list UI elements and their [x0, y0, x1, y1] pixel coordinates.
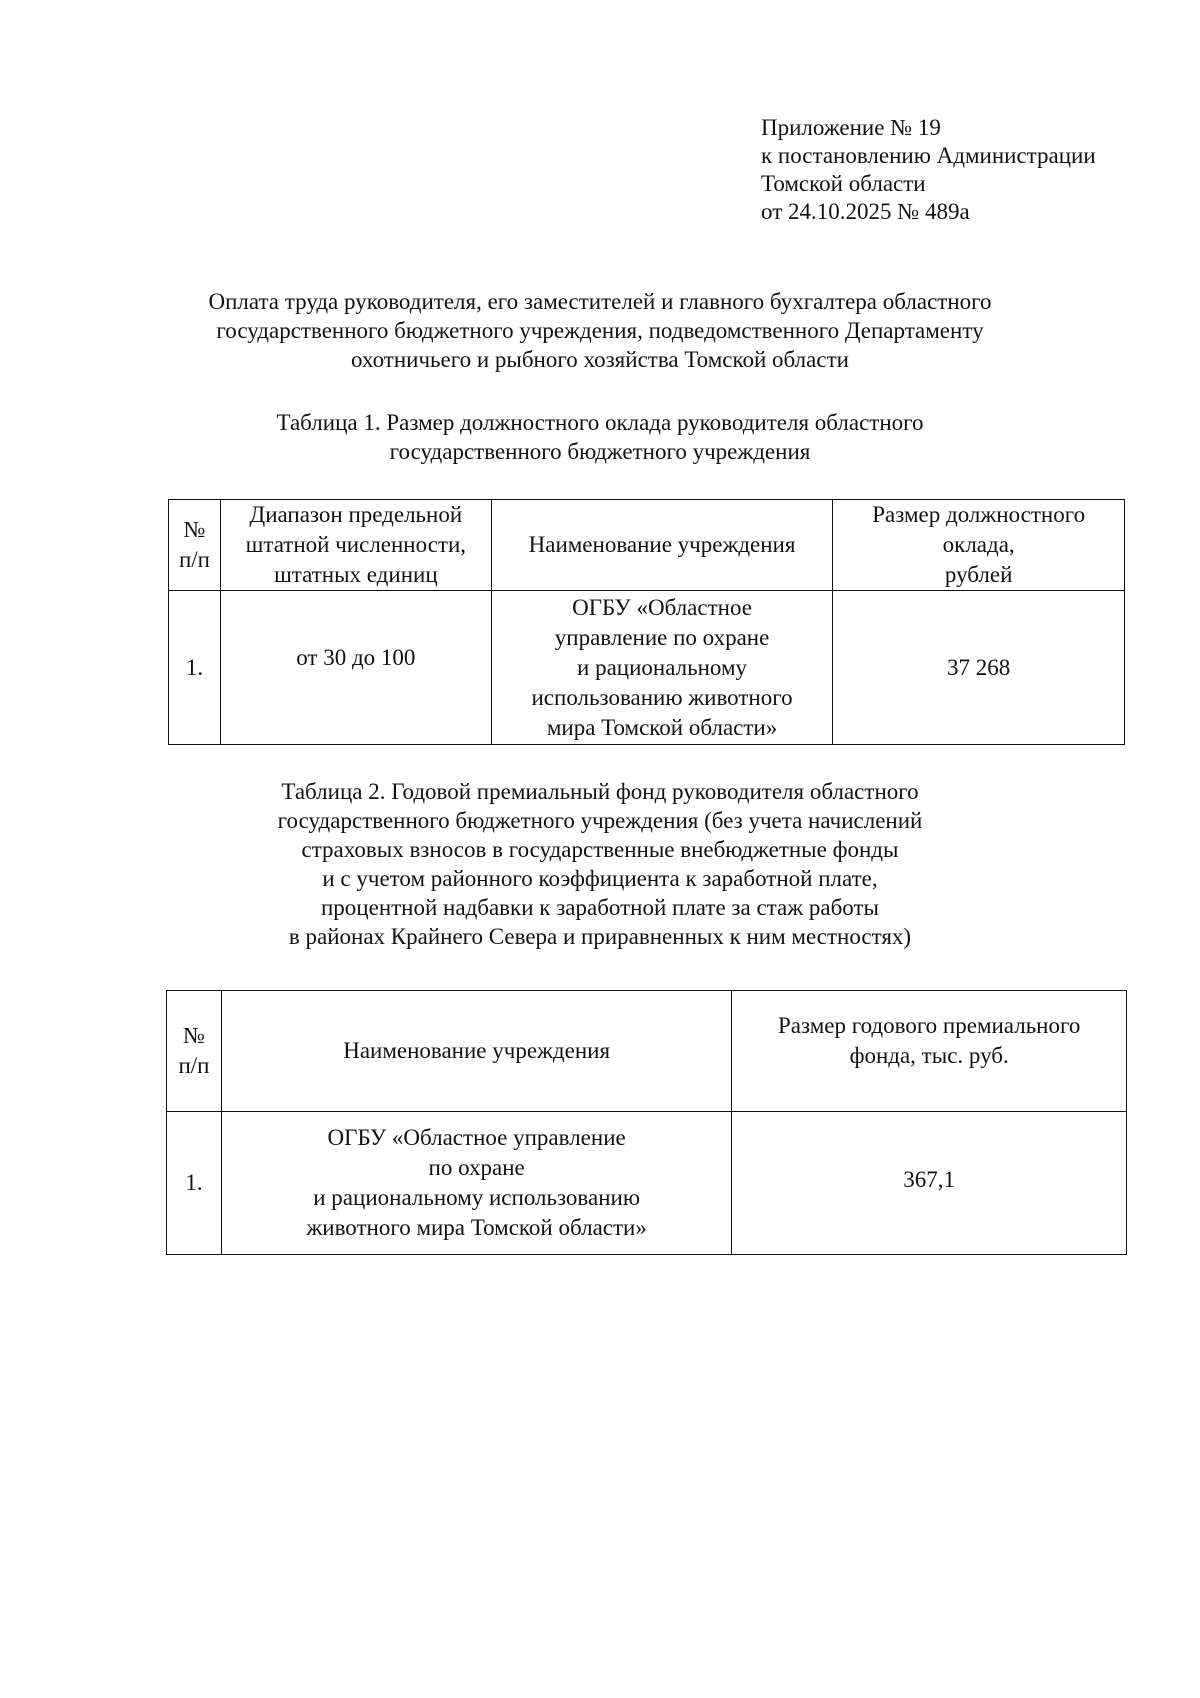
- header-fund-line: Размер годового премиального: [777, 1013, 1081, 1038]
- institution-line: мира Томской области»: [546, 714, 778, 740]
- institution-line: и рациональному: [577, 654, 748, 680]
- title-line: государственного бюджетного учреждения, подведомственного Департаменту: [216, 318, 984, 343]
- document-title: [150, 287, 1050, 374]
- header-institution: Наименование учреждения: [221, 991, 731, 1112]
- row-institution: [221, 1112, 731, 1255]
- institution-line: по охране: [428, 1155, 525, 1180]
- row-staff-range: [220, 591, 491, 745]
- row-institution: [491, 591, 833, 745]
- title-line: охотничьего и рыбного хозяйства Томской области: [351, 347, 849, 372]
- institution-line: управление по охране: [554, 624, 770, 650]
- header-salary-line: оклада,: [942, 532, 1015, 557]
- caption-line: и с учетом районного коэффициента к заработной плате,: [322, 866, 878, 891]
- institution-line: ОГБУ «Областное управление: [327, 1125, 626, 1150]
- header-salary-line: Размер должностного: [872, 502, 1086, 527]
- appendix-number: Приложение № 19: [761, 115, 941, 140]
- table-row: [167, 1112, 1127, 1255]
- table1-caption: [150, 408, 1050, 466]
- caption-line: в районах Крайнего Севера и приравненных к ним местностях): [288, 924, 912, 949]
- header-institution: Наименование учреждения: [491, 500, 833, 591]
- caption-line: страховых взносов в государственные внебюджетные фонды: [301, 837, 899, 862]
- header-range-line: Диапазон предельной: [249, 502, 463, 527]
- row-num: 1.: [167, 1112, 222, 1255]
- salary-table: [168, 499, 1125, 745]
- appendix-date: от 24.10.2025 № 489а: [761, 199, 970, 224]
- header-fund-line: фонда, тыс. руб.: [849, 1043, 1009, 1068]
- header-salary: [833, 500, 1125, 591]
- institution-line: животного мира Томской области»: [306, 1215, 647, 1240]
- table-header-row: [167, 991, 1127, 1112]
- row-fund-text: 367,1: [903, 1167, 956, 1192]
- title-line: Оплата труда руководителя, его заместителей и главного бухгалтера областного: [208, 289, 992, 314]
- institution-line: использованию животного: [531, 684, 793, 710]
- header-num: [169, 500, 221, 591]
- header-range-line: штатных единиц: [274, 562, 438, 587]
- caption-line: Таблица 2. Годовой премиальный фонд руководителя областного: [281, 779, 919, 804]
- appendix-resolution: к постановлению Администрации: [761, 143, 1096, 168]
- table2-caption: [150, 777, 1050, 951]
- caption-line: процентной надбавки к заработной плате за стаж работы: [321, 895, 879, 920]
- header-num-line: п/п: [178, 547, 210, 572]
- institution-line: и рациональному использованию: [313, 1185, 641, 1210]
- table-row: [169, 591, 1125, 745]
- header-num-line: п/п: [178, 1053, 210, 1078]
- header-range-line: штатной численности,: [245, 532, 467, 557]
- row-salary: 37 268: [833, 591, 1125, 745]
- header-num-line: №: [183, 517, 206, 542]
- caption-line: государственного бюджетного учреждения (без учета начислений: [277, 808, 923, 833]
- appendix-region: Томской области: [761, 171, 926, 196]
- appendix-header: [761, 114, 1096, 226]
- header-num: [167, 991, 222, 1112]
- header-bonus-fund: [732, 991, 1127, 1112]
- header-staff-range: [220, 500, 491, 591]
- institution-line: ОГБУ «Областное: [572, 594, 752, 620]
- caption-line: Таблица 1. Размер должностного оклада руководителя областного: [276, 410, 924, 435]
- header-salary-line: рублей: [944, 562, 1013, 587]
- table-header-row: [169, 500, 1125, 591]
- caption-line: государственного бюджетного учреждения: [389, 439, 811, 464]
- row-range-text: от 30 до 100: [296, 644, 416, 670]
- header-num-line: №: [183, 1023, 205, 1048]
- row-bonus-fund: [732, 1112, 1127, 1255]
- row-num: 1.: [169, 591, 221, 745]
- bonus-fund-table: [166, 990, 1127, 1255]
